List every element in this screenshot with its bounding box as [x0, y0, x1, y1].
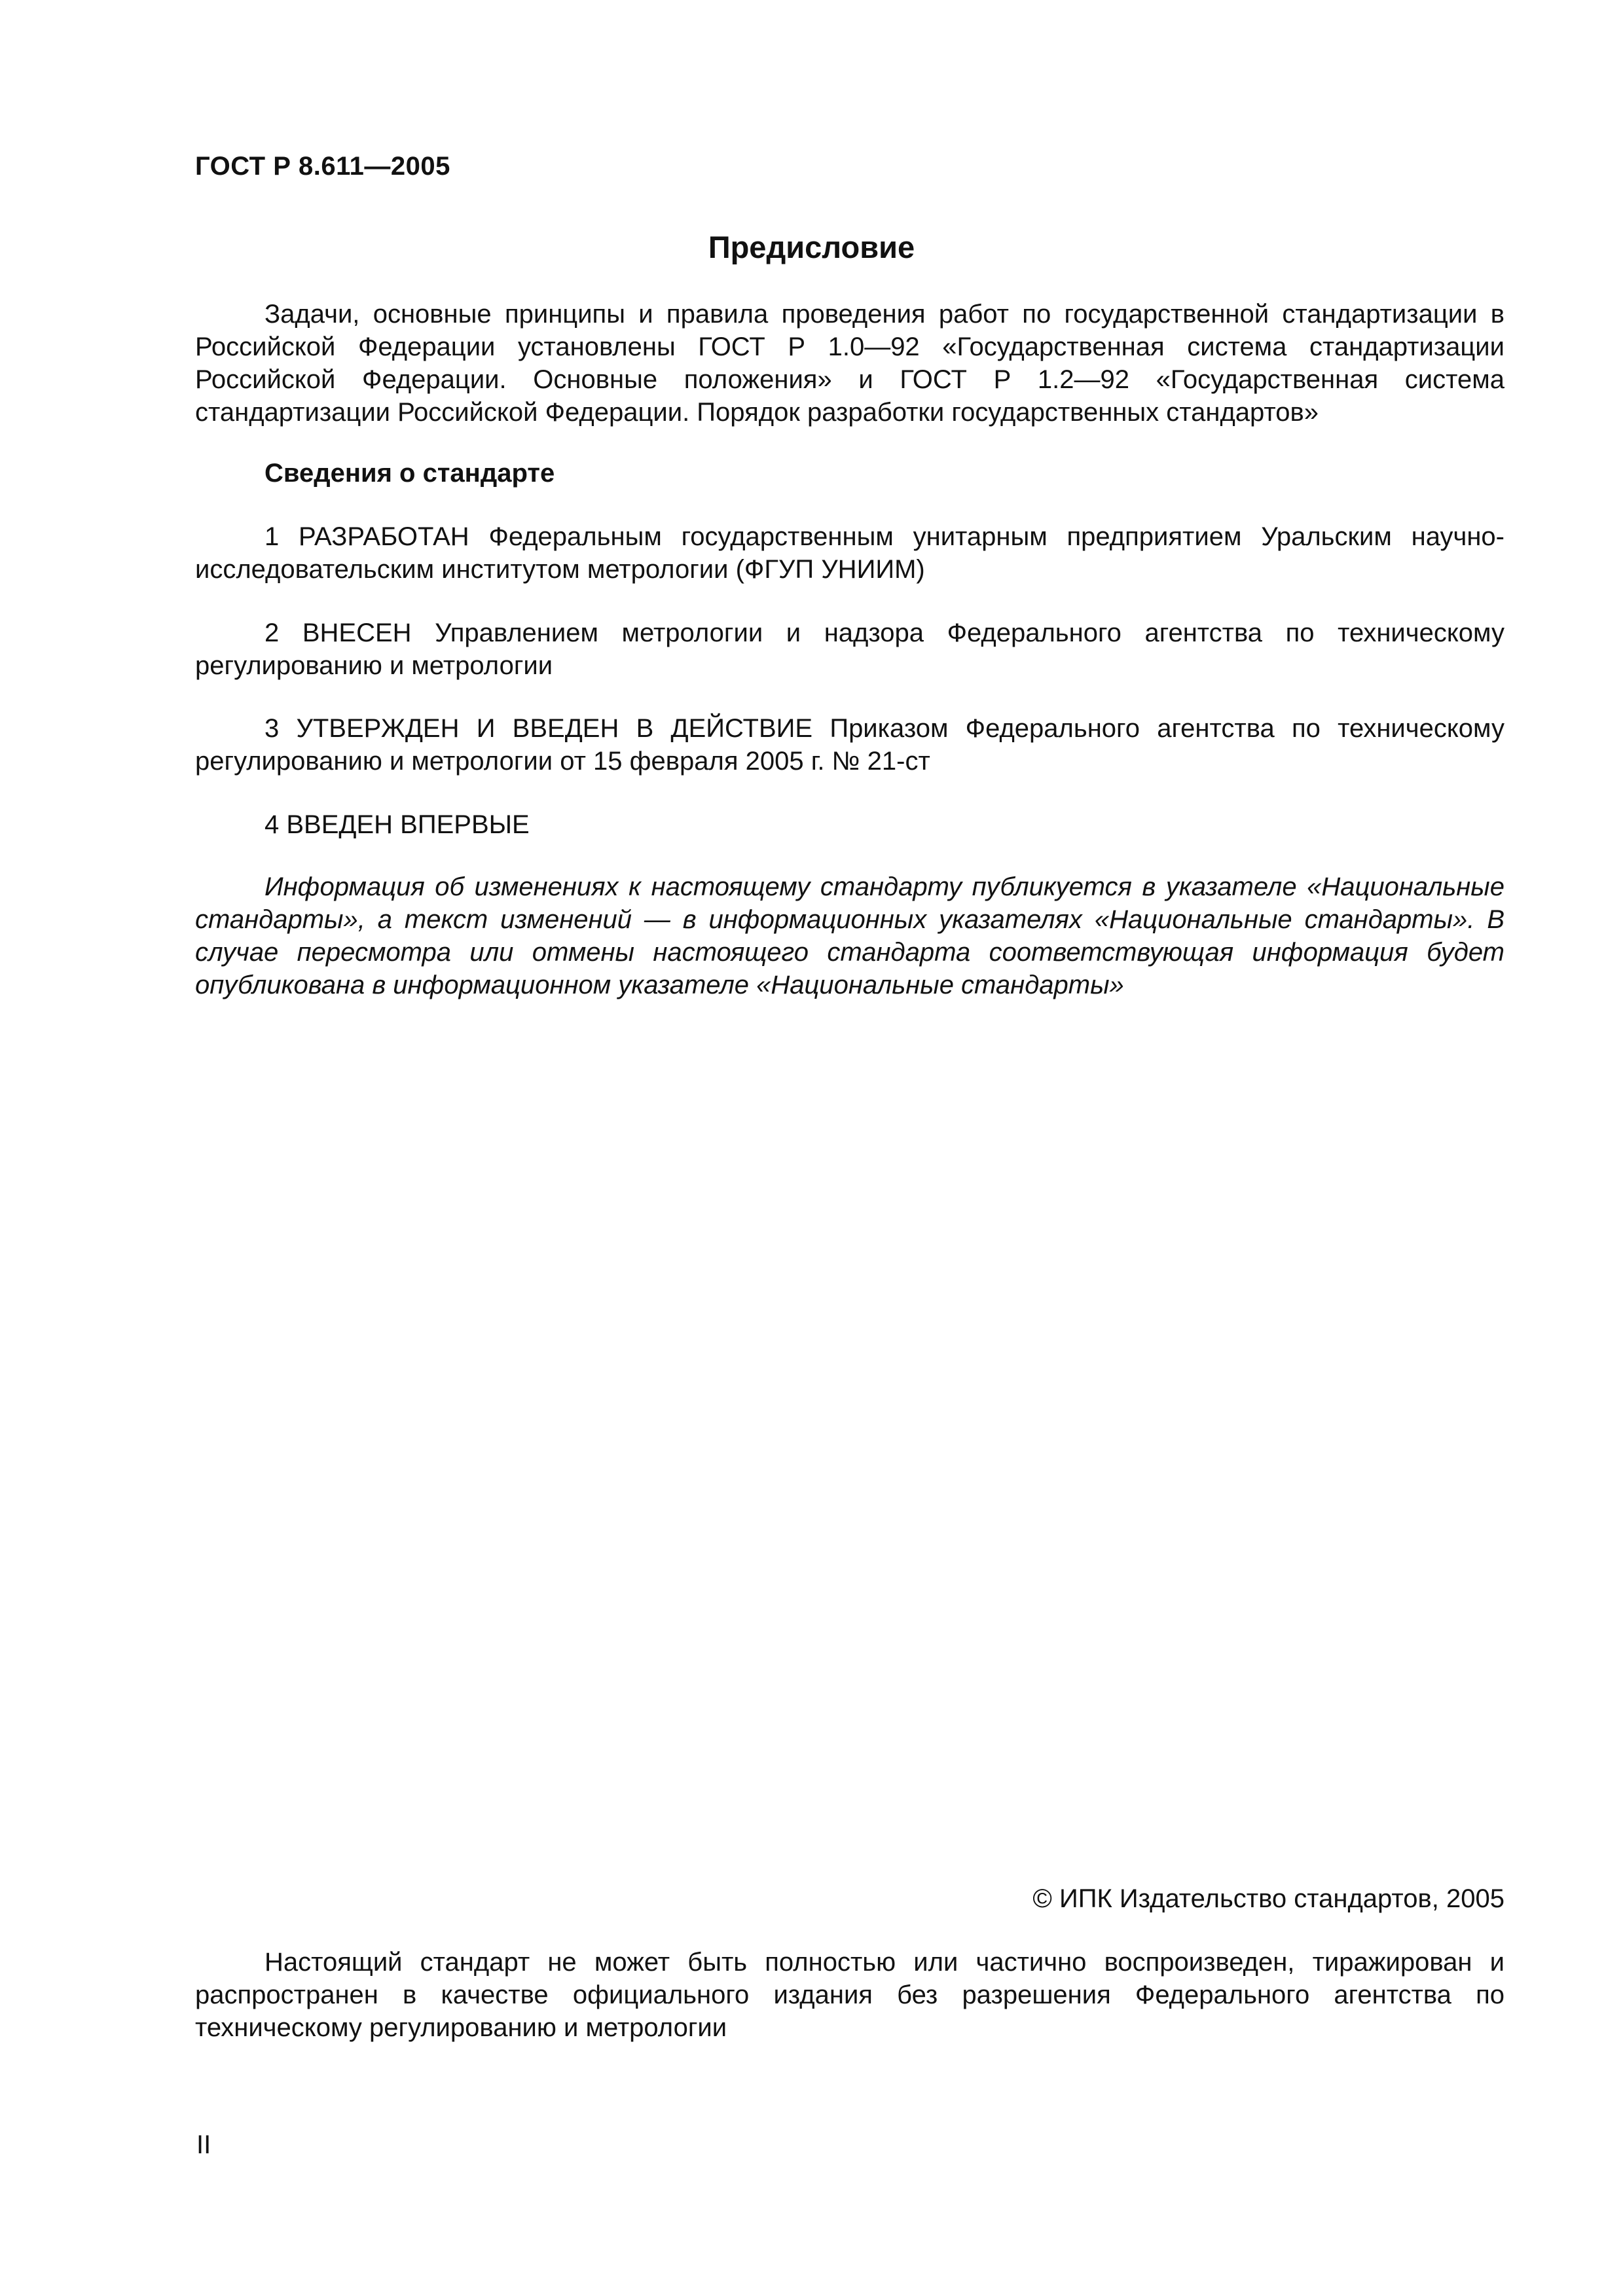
item-4-block — [195, 808, 1504, 841]
copyright-line: © ИПК Издательство стандартов, 2005 — [1032, 1884, 1504, 1913]
intro-paragraph: Задачи, основные принципы и правила проведения работ по государственной стандартизации в Российской Федерации установлены ГОСТ Р 1.0—92 «Государственная система стандартизации Российской Федерации. Основные положения» и ГОСТ Р 1.2—92 «Государственная система стандартизации Российской Федерации. Порядок разработки государственных стандартов» — [195, 300, 1504, 427]
item-1: 1 РАЗРАБОТАН Федеральным государственным унитарным предприятием Уральским научно-исследовательским институтом метрологии (ФГУП УНИИМ) — [195, 522, 1504, 584]
item-1-block — [195, 520, 1504, 586]
intro-block — [195, 298, 1504, 429]
item-2: 2 ВНЕСЕН Управлением метрологии и надзора Федерального агентства по техническому регулированию и метрологии — [195, 619, 1504, 680]
item-3: 3 УТВЕРЖДЕН И ВВЕДЕН В ДЕЙСТВИЕ Приказом Федерального агентства по техническому регулированию и метрологии от 15 февраля 2005 г. № 21-ст — [195, 714, 1504, 776]
item-2-block — [195, 617, 1504, 682]
document-code: ГОСТ Р 8.611—2005 — [195, 152, 450, 181]
section-heading: Сведения о стандарте — [264, 459, 555, 488]
item-4: 4 ВВЕДЕН ВПЕРВЫЕ — [264, 810, 530, 839]
item-3-block — [195, 712, 1504, 778]
page-title: Предисловие — [708, 230, 915, 264]
info-note-block — [195, 870, 1504, 1001]
info-note: Информация об изменениях к настоящему стандарту публикуется в указателе «Национальные стандарты», а текст изменений — в информационных указателях «Национальные стандарты». В случае пересмотра или отмены настоящего стандарта соответствующая информация будет опубликована в информационном указателе «Национальные стандарты» — [195, 872, 1504, 999]
reproduction-notice-block — [195, 1946, 1504, 2044]
page-number: II — [196, 2130, 211, 2159]
reproduction-notice: Настоящий стандарт не может быть полностью или частично воспроизведен, тиражирован и распространен в качестве официального издания без разрешения Федерального агентства по техническому регулированию и метрологии — [195, 1948, 1504, 2042]
section-heading-block — [195, 457, 1504, 490]
